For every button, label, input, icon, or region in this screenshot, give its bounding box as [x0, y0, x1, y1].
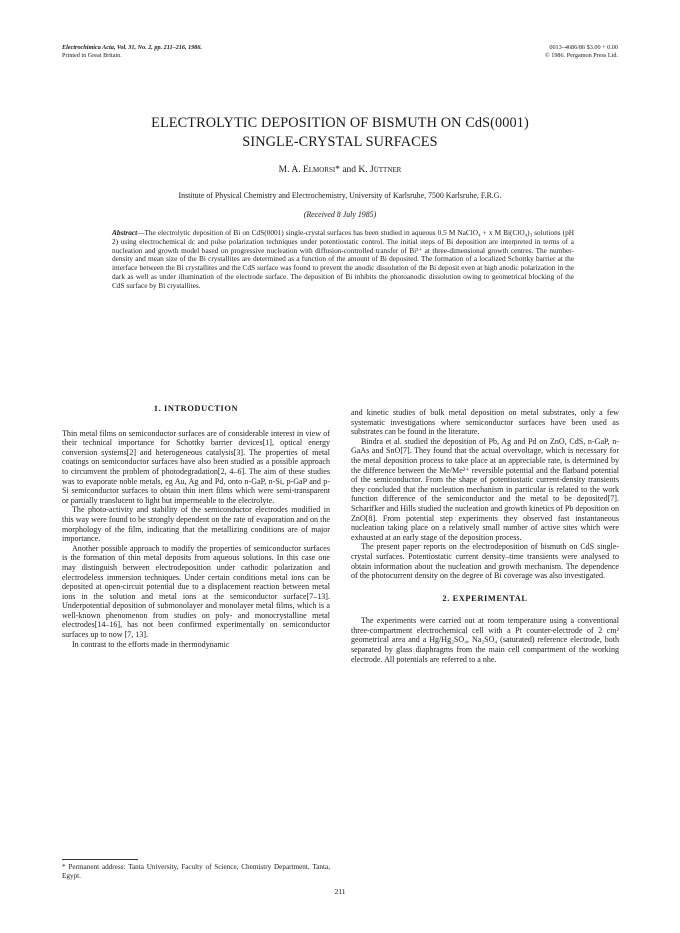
- left-column: [62, 404, 330, 649]
- printed-in: Printed in Great Britain.: [62, 51, 122, 59]
- footnote-text: * Permanent address: Tanta University, Faculty of Science, Chemistry Department, Tanta, Egypt.: [62, 863, 330, 880]
- paper-title: [62, 114, 618, 152]
- abstract-label: Abstract: [112, 228, 138, 237]
- intro-paragraph-2: The photo-activity and stability of the semiconductor electrodes modified in this way were found to be strongly dependent on the rate of evaporation and on the morphology of the film, indicating that the metallizing conditions are of major importance.: [62, 505, 330, 544]
- article-code: 0013–4686/86 $3.00 + 0.00: [549, 44, 618, 51]
- page-number: 211: [334, 887, 346, 896]
- section-title-introduction: 1. INTRODUCTION: [153, 404, 239, 413]
- intro-paragraph-6: Bindra et al. studied the deposition of Pb, Ag and Pd on ZnO, CdS, n-GaP, n-GaAs and SnO[7]. They found that the actual overvoltage, which is necessary for the metal deposition process to take place at an appreciable rate, is determined by the difference between the Me/Me²⁺ reversible potential and the flatband potential of the semiconductor. From the shape of potentiostatic current-density transients they concluded that the nucleation mechanism in particular is related to the work function difference of the semiconductor and the metal to be deposited[7]. Scharifker and Hills studied the nucleation and growth kinetics of Pb deposition on ZnO[8]. From potential step experiments they observed fast instantaneous nucleation taking place on a relatively small number of active sites which were exhausted at an early stage of the deposition process.: [351, 436, 619, 542]
- abstract-text: —The electrolytic deposition of Bi on CdS(0001) single-crystal surfaces has been studied in aqueous 0.5 M NaClO₄ + x M Bi(ClO₄)₃ solutions (pH 2) using electrochemical dc and pulse polarization techniques under potentiostatic control. The initial steps of Bi deposition are interpreted in terms of a nucleation and growth model based on progressive nucleation with diffusion-controlled transfer of Bi³⁺ at three-dimensional growth centres. The number-density and mean size of the Bi crystallites are determined as a function of the amount of Bi deposited. The formation of a localized Schottky barrier at the interface between the Bi crystallites and the CdS surface was found to prevent the anodic dissolution of the Bi deposit even at high anodic polarization in the dark as well as under illumination of the electrode surface. The deposition of Bi inhibits the photoanodic dissolution owing to geometrical blocking of the CdS surface by Bi crystallites.: [112, 228, 574, 290]
- right-column: [351, 408, 619, 664]
- author-conjunction: and: [339, 165, 359, 175]
- intro-paragraph-4: In contrast to the efforts made in thermodynamic: [72, 639, 230, 649]
- copyright: © 1986. Pergamon Press Ltd.: [545, 51, 618, 59]
- title-line-2: SINGLE-CRYSTAL SURFACES: [242, 134, 438, 150]
- intro-paragraph-5: and kinetic studies of bulk metal deposition on metal substrates, only a few systematic investigations where semiconductor surfaces have been used as substrates can be found in the literature.: [351, 408, 619, 437]
- title-line-1: ELECTROLYTIC DEPOSITION OF BISMUTH ON CdS(0001): [151, 115, 529, 131]
- footnote-rule: [62, 859, 138, 860]
- author-2: K. Jüttner: [358, 165, 402, 175]
- publisher-header: [545, 44, 618, 59]
- received-date: (Received 8 July 1985): [303, 210, 377, 219]
- intro-paragraph-1: Thin metal films on semiconductor surfaces are of considerable interest in view of their technical importance for Schottky barrier devices[1], optical energy conversion systems[2] and heterogeneous catalysis[3]. The properties of metal coatings on semiconductor surfaces have also been studied as a possible approach to circumvent the problem of photodegradation[2, 4–6]. The aim of these studies was to evaporate noble metals, eg Au, Ag and Pd, onto n-GaP, n-Si, p-GaP and p-Si semiconductor surfaces to obtain thin inert films which were semi-transparent or partially translucent to light but impermeable to the electrolyte.: [62, 428, 330, 505]
- footnote: [62, 854, 330, 880]
- journal-header: [62, 44, 202, 59]
- journal-citation: Electrochimica Acta, Vol. 31, No. 2, pp. 211–216, 1986.: [62, 44, 203, 51]
- affiliation: Institute of Physical Chemistry and Electrochemistry, University of Karlsruhe, 7500 Karlsruhe, F.R.G.: [178, 191, 502, 200]
- intro-paragraph-3: Another possible approach to modify the properties of semiconductor surfaces is the formation of thin metal deposits from aqueous solutions. In this case one may distinguish between electrodeposition under cathodic polarization and electrodeless immersion techniques. Under certain conditions metal ions can be deposited at open-circuit potential due to a displacement reaction between metal ions in the solution and metal ions at the semiconductor surface[7–13]. Underpotential deposition of submonolayer and monolayer metal films, which is a well-known phenomenon from studies on poly- and monocrystalline metal electrodes[14–16], has not been confirmed experimentally on semiconductor surfaces up to now [7, 13].: [62, 543, 330, 640]
- author-1: M. A. Elmorsi*: [278, 165, 340, 175]
- section-title-experimental: 2. EXPERIMENTAL: [442, 593, 528, 603]
- author-line: [62, 165, 618, 175]
- experimental-paragraph-1: The experiments were carried out at room temperature using a conventional three-compartment electrochemical cell with a Pt counter-electrode of 2 cm² geometrical area and a Hg/Hg₂SO₄, Na₂SO₄ (saturated) reference electrode, both separated by glass diaphragms from the main cell compartment of the working electrode. All potentials are referred to a nhe.: [351, 616, 619, 664]
- abstract: [112, 229, 574, 291]
- intro-paragraph-7: The present paper reports on the electrodeposition of bismuth on CdS single-crystal surfaces. Potentiostatic current density–time transients were analysed to obtain information about the nucleation and growth mechanism. The dependence of the photocurrent density on the degree of Bi coverage was also investigated.: [351, 542, 619, 581]
